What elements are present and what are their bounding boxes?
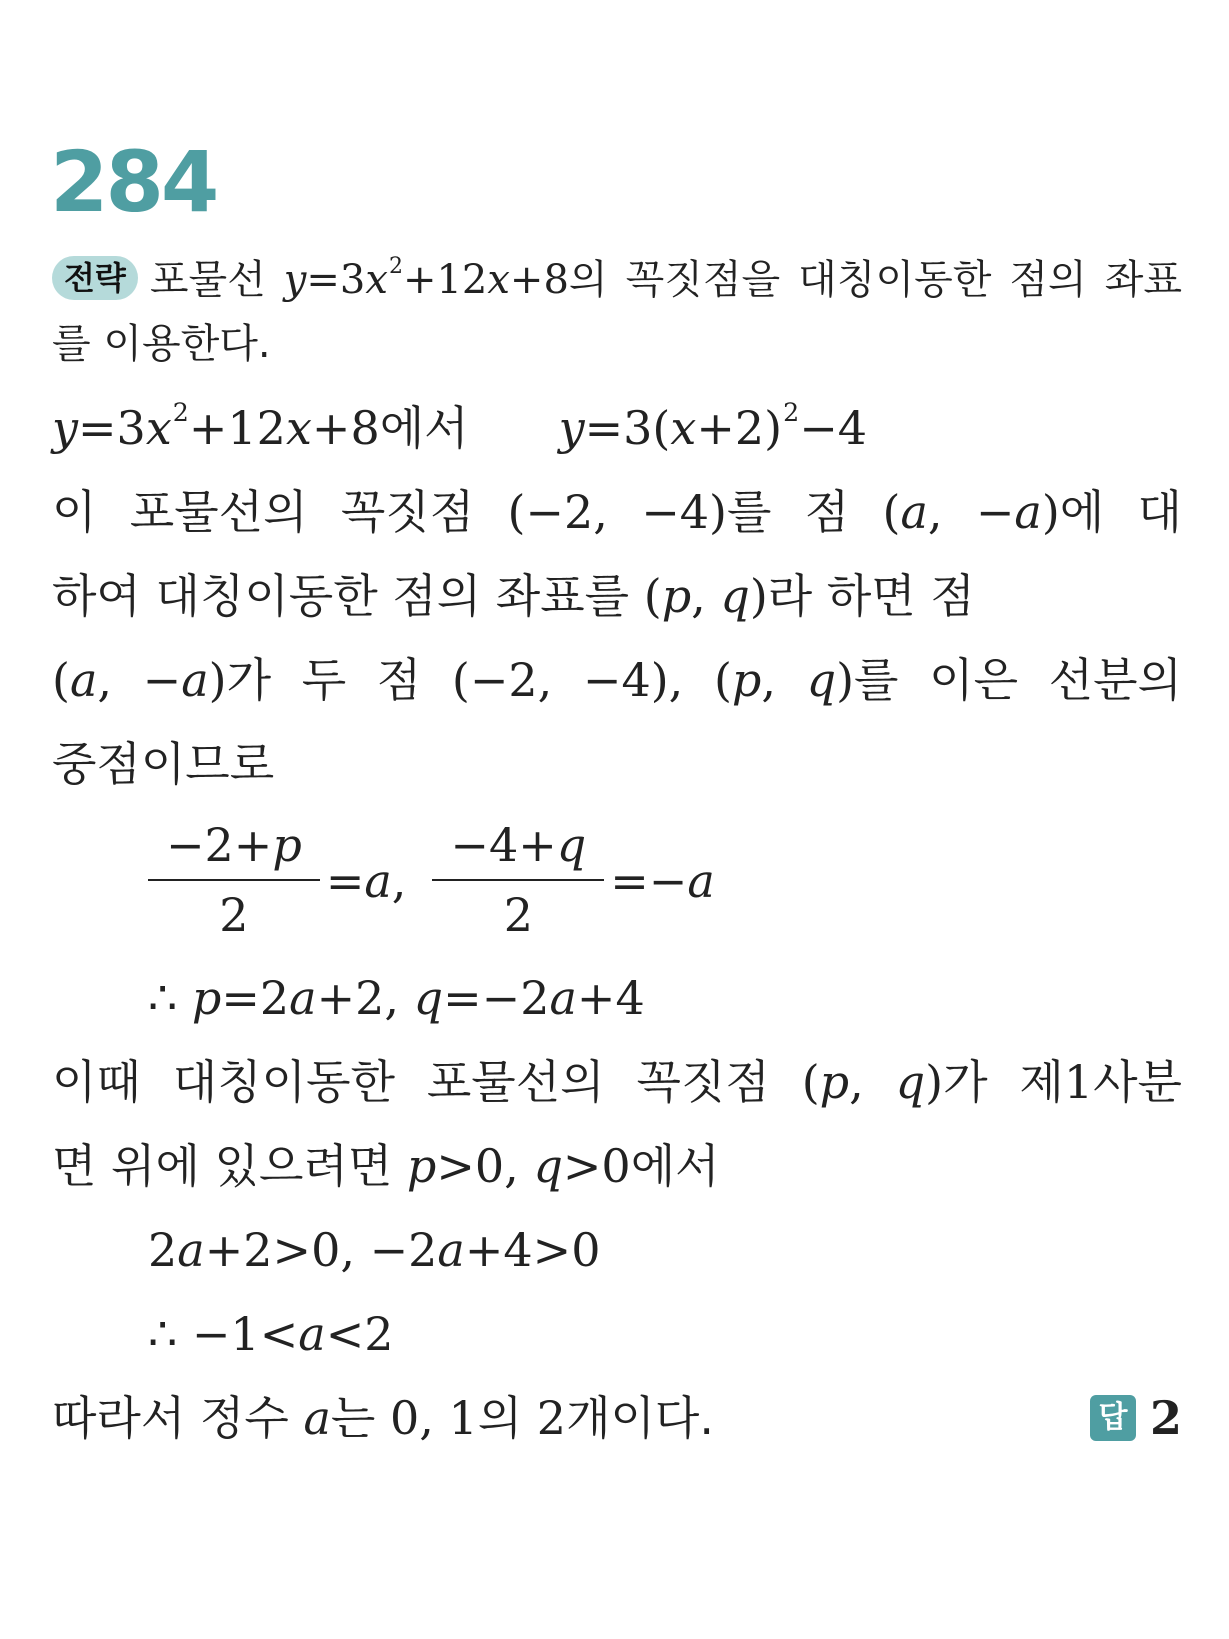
strategy-eq-x: x [365,257,388,303]
strategy-eq-sup: 2 [388,254,403,280]
l4-m3: ) [208,653,227,707]
t1-q: q [413,971,444,1025]
solution-line-4 [52,638,1182,722]
frac-mid-v: a [364,854,392,908]
eq1-p2: +12 [188,401,286,455]
eq1-q3: −4 [799,401,867,455]
l2-m4: ) [1041,485,1060,539]
c-m2: 2 [536,1391,567,1445]
fraction-1-denominator: 2 [219,888,249,942]
conclusion-line [52,1376,1182,1460]
t2-sym: ∴ [148,1307,192,1361]
strategy-text-2: 의 꼭짓점을 대칭이동한 점의 좌표를 이용한다. [52,257,1182,367]
l4-m1: ( [52,653,70,707]
problem-number: 284 [50,133,217,231]
l7-m2: >0 [562,1139,631,1193]
strategy-eq-a: =3 [306,257,366,303]
l6-k3: 사분 [1093,1055,1182,1109]
l7-k1: 면 위에 있으려면 [52,1139,407,1193]
l6-m1: ( [801,1055,820,1109]
fraction-1-rhs [325,854,407,908]
solution-line-3 [52,554,1182,638]
frac1-num-a: −2+ [166,818,273,872]
l2-a1: a [900,485,928,539]
l2-m1: (−2, −4) [507,485,727,539]
answer-value: 2 [1149,1391,1182,1445]
strategy-eq-c: +8 [509,257,569,303]
conclusion-text [52,1376,714,1460]
l4-a1: a [69,653,98,707]
strategy-eq-y: y [283,257,307,303]
l7-m1: >0, [436,1139,534,1193]
l4-m6: ) [836,653,855,707]
t1-a2: a [549,971,577,1025]
eq1-x3: x [670,401,697,455]
l6-k2: 가 제 [943,1055,1064,1109]
ineq-a2: a [437,1223,465,1277]
eq1-k: 에서 [379,401,469,455]
ineq-t2: +2>0, −2 [204,1223,438,1277]
l4-m4: (−2, −4), ( [451,653,732,707]
l6-m3: ) [925,1055,944,1109]
inequality-line [52,1208,1182,1292]
frac-end-a: =− [610,854,688,908]
eq1-y: y [52,401,78,455]
c-a: a [303,1391,331,1445]
eq1-y2: y [558,401,585,455]
l2-m3: , − [927,485,1015,539]
l3-k1: 하여 대칭이동한 점의 좌표를 [52,569,644,623]
l6-k1: 이때 대칭이동한 포물선의 꼭짓점 [52,1055,802,1109]
l3-q: q [720,569,750,623]
l4-p: p [731,653,762,707]
strategy-eq-x2: x [487,257,510,303]
solution-line-6 [52,1040,1182,1124]
answer-badge: 답 [1090,1395,1136,1441]
l2-k3: 에 대 [1059,485,1182,539]
fraction-2-numerator [432,817,604,881]
l4-q: q [806,653,837,707]
eq1-x: x [145,401,172,455]
strategy-badge: 전략 [52,256,138,300]
t1-t1: =2 [221,971,290,1025]
l3-m3: ) [749,569,768,623]
strategy-paragraph [52,248,1182,376]
t1-a1: a [289,971,317,1025]
c-k2: 는 [330,1391,390,1445]
fraction-2 [432,817,604,945]
l3-m2: , [691,569,721,623]
t1-t4: +4 [576,971,645,1025]
answer [1090,1376,1182,1460]
l2-a2: a [1014,485,1042,539]
ineq-a1: a [177,1223,205,1277]
l6-m4: 1 [1063,1055,1094,1109]
l4-a2: a [181,653,209,707]
frac2-num-v: q [556,818,587,872]
solution-line-2 [52,470,1182,554]
therefore-line-1 [52,956,1182,1040]
solution-line-1 [52,386,1182,470]
t2-t2: <2 [325,1307,394,1361]
t1-sym: ∴ [148,971,192,1025]
fraction-2-denominator: 2 [503,888,533,942]
c-k1: 따라서 정수 [52,1391,304,1445]
fraction-equations [52,806,1182,956]
frac2-num-a: −4+ [450,818,557,872]
l7-k2: 에서 [630,1139,720,1193]
fraction-1 [148,817,320,945]
therefore-line-2 [52,1292,1182,1376]
eq1-q1: =3( [584,401,671,455]
t1-p: p [191,971,222,1025]
l4-m2: , − [97,653,182,707]
ineq-t3: +4>0 [464,1223,601,1277]
l4-m5: , [761,653,807,707]
c-k3: 의 [477,1391,537,1445]
frac-mid-a: = [325,854,365,908]
t2-t1: −1< [191,1307,299,1361]
c-k4: 개이다. [566,1391,714,1445]
eq1-p1: =3 [78,401,146,455]
l2-k1: 이 포물선의 꼭짓점 [52,485,508,539]
eq1-p3: +8 [311,401,380,455]
c-m1: 0, 1 [389,1391,478,1445]
eq1-sup2: 2 [783,398,800,428]
solution-page [50,133,1182,1460]
l7-q: q [533,1139,563,1193]
strategy-text-1: 포물선 [149,257,284,303]
l4-k2: 를 이은 선분의 [854,653,1182,707]
l2-k2: 를 점 [726,485,883,539]
l5-k1: 중점이므로 [52,737,275,791]
l4-k1: 가 두 점 [226,653,452,707]
fraction-2-rhs [610,854,715,908]
frac-mid-b: , [391,854,407,908]
t1-t3: =−2 [443,971,550,1025]
eq1-sup: 2 [172,398,189,428]
eq1-q2: +2) [696,401,783,455]
l6-q: q [895,1055,926,1109]
frac1-num-v: p [272,818,302,872]
fraction-1-numerator [148,817,320,881]
ineq-t1: 2 [148,1223,178,1277]
solution-line-7 [52,1124,1182,1208]
l3-m1: ( [643,569,662,623]
solution-line-5 [52,722,1182,806]
l6-m2: , [849,1055,896,1109]
eq1-x2: x [285,401,312,455]
l3-p: p [661,569,692,623]
t1-t2: +2, [316,971,414,1025]
l2-m2: ( [882,485,901,539]
l3-k2: 라 하면 점 [767,569,975,623]
l7-p: p [406,1139,437,1193]
t2-a: a [298,1307,326,1361]
frac-end-v: a [687,854,715,908]
l6-p: p [819,1055,850,1109]
strategy-eq-b: +12 [402,257,488,303]
